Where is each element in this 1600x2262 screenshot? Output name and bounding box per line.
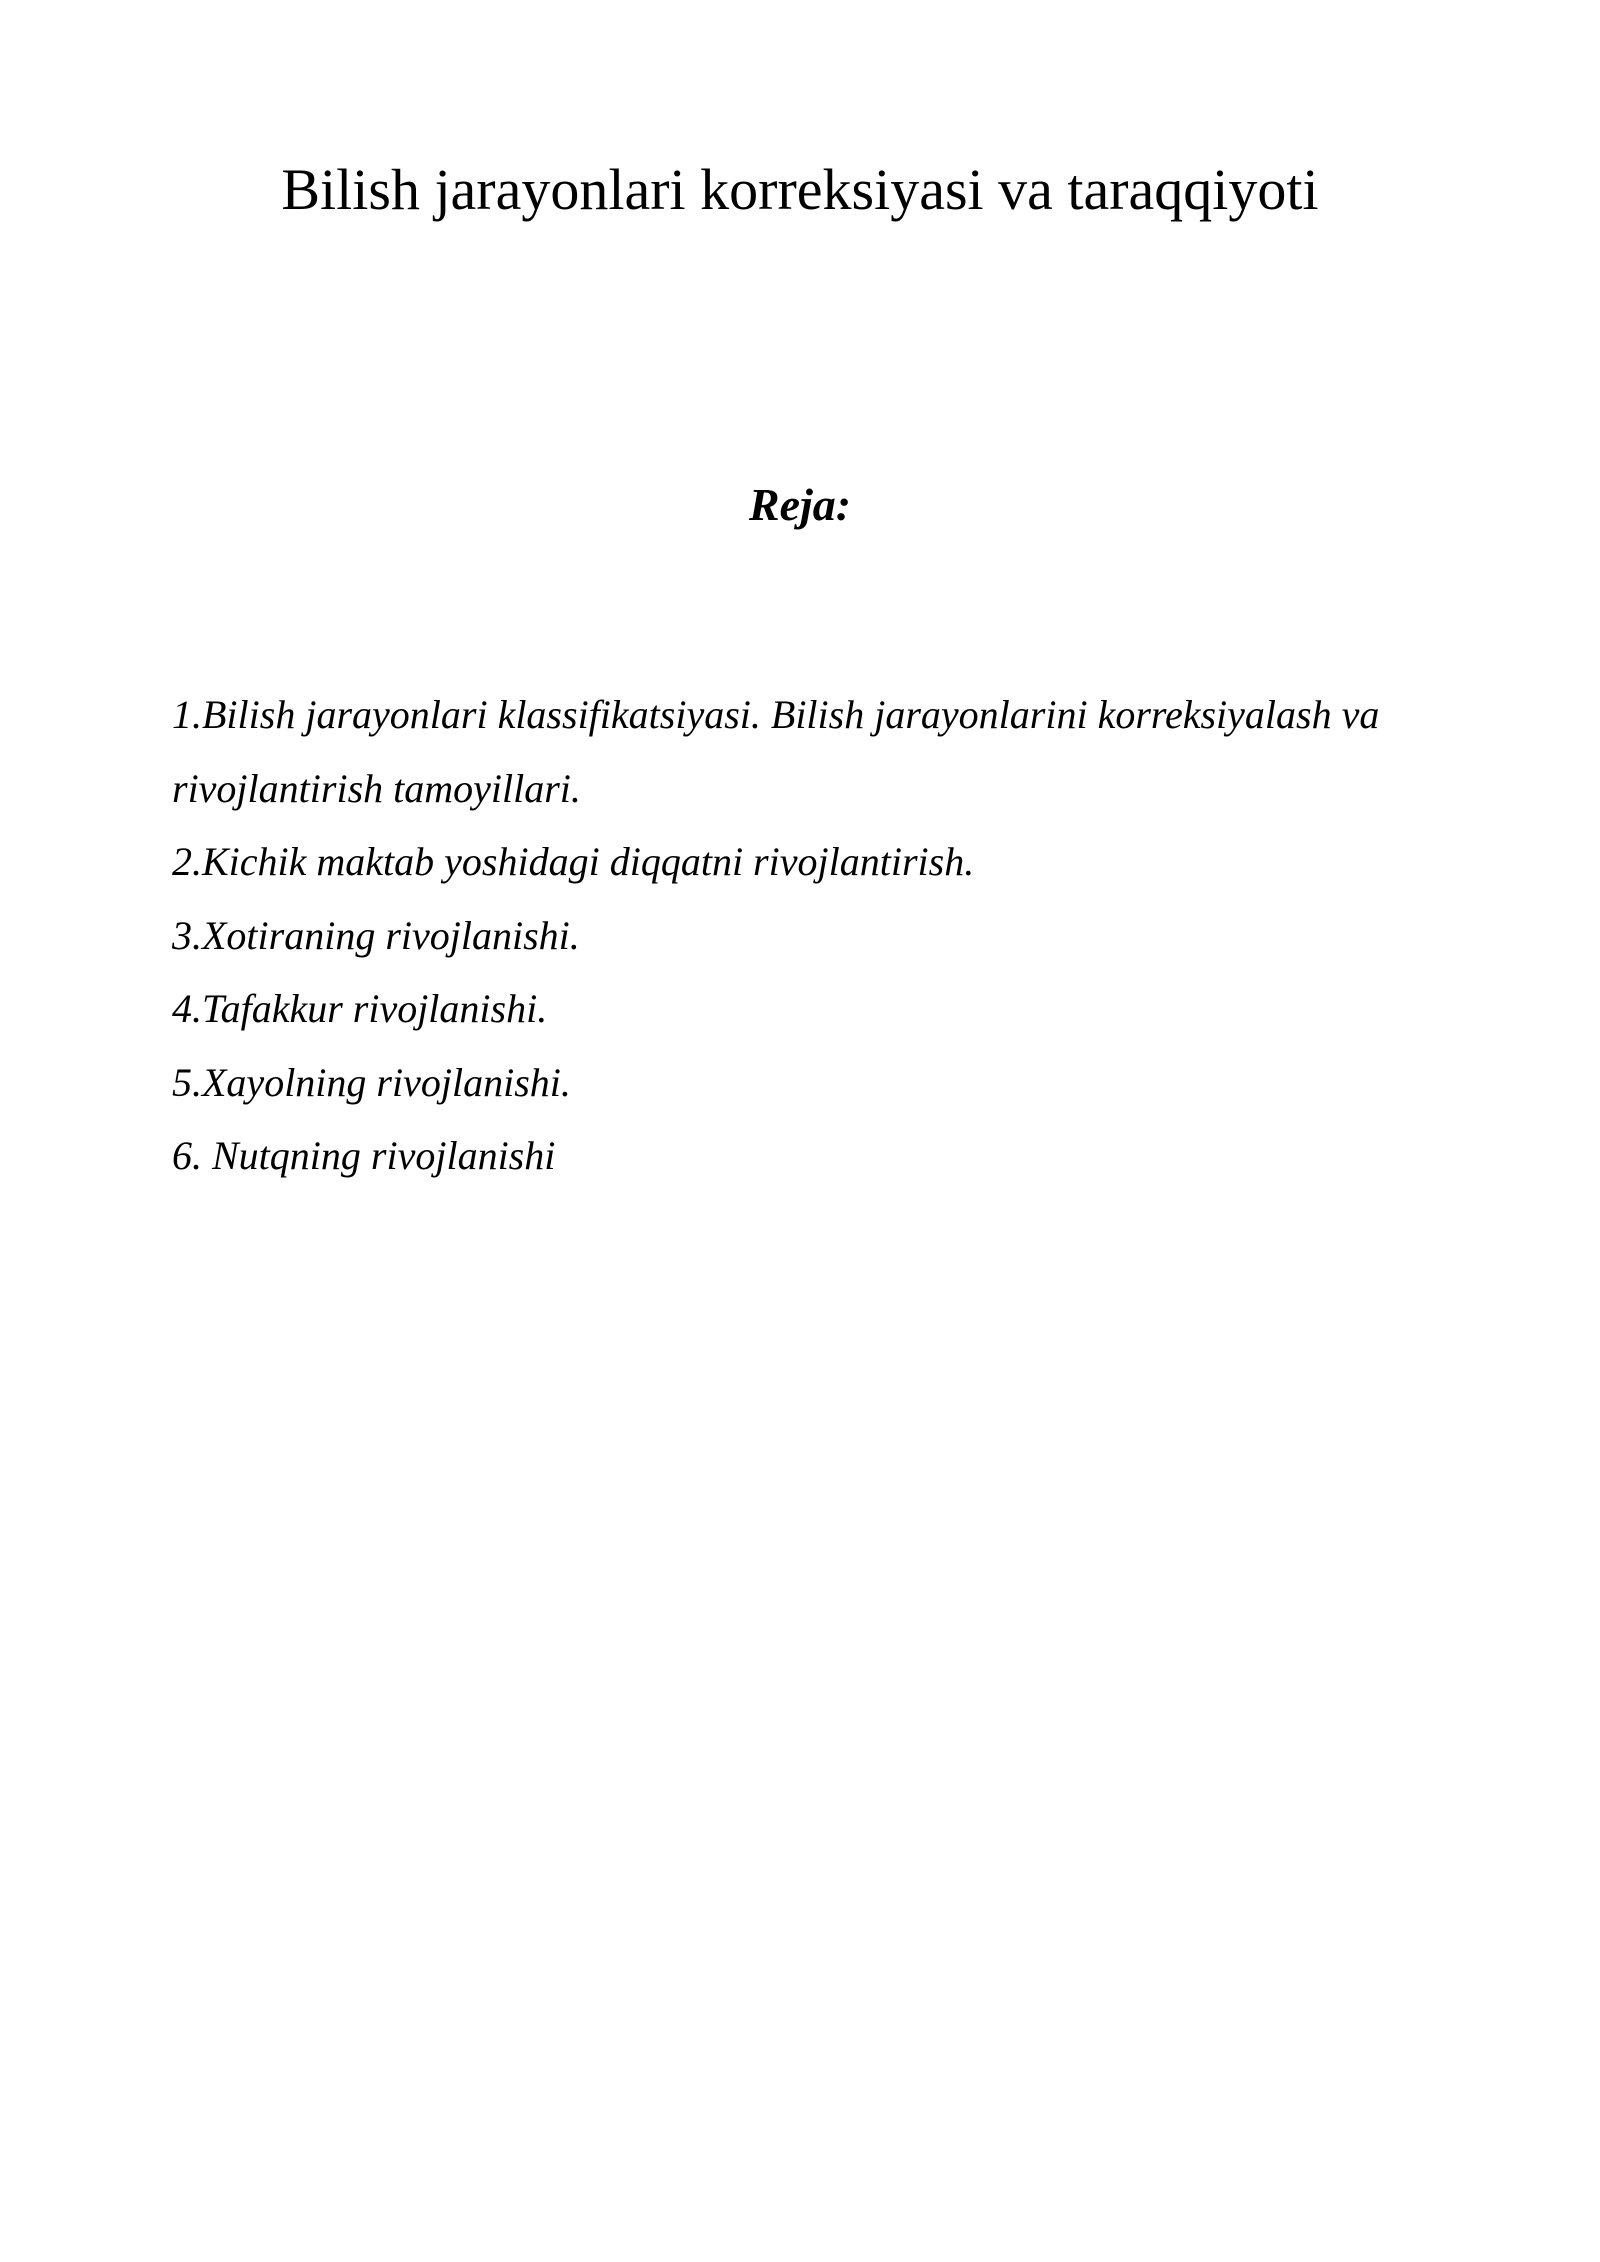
plan-item-1-line-2: rivojlantirish tamoyillari. — [172, 765, 581, 811]
document-title: Bilish jarayonlari korreksiyasi va taraqqiyoti — [281, 157, 1319, 222]
plan-item-5: 5.Xayolning rivojlanishi. — [172, 1059, 571, 1105]
plan-item-2: 2.Kichik maktab yoshidagi diqqatni rivojlantirish. — [172, 839, 975, 884]
plan-item-6: 6. Nutqning rivojlanishi — [172, 1133, 556, 1178]
plan-item-4: 4.Tafakkur rivojlanishi. — [172, 986, 548, 1031]
plan-item-1-line-1: 1.Bilish jarayonlari klassifikatsiyasi. Bilish jarayonlarini korreksiyalash va — [172, 692, 1380, 737]
plan-item-3: 3.Xotiraning rivojlanishi. — [172, 912, 580, 958]
plan-heading: Reja: — [748, 479, 852, 530]
plan-list — [172, 678, 1472, 1193]
